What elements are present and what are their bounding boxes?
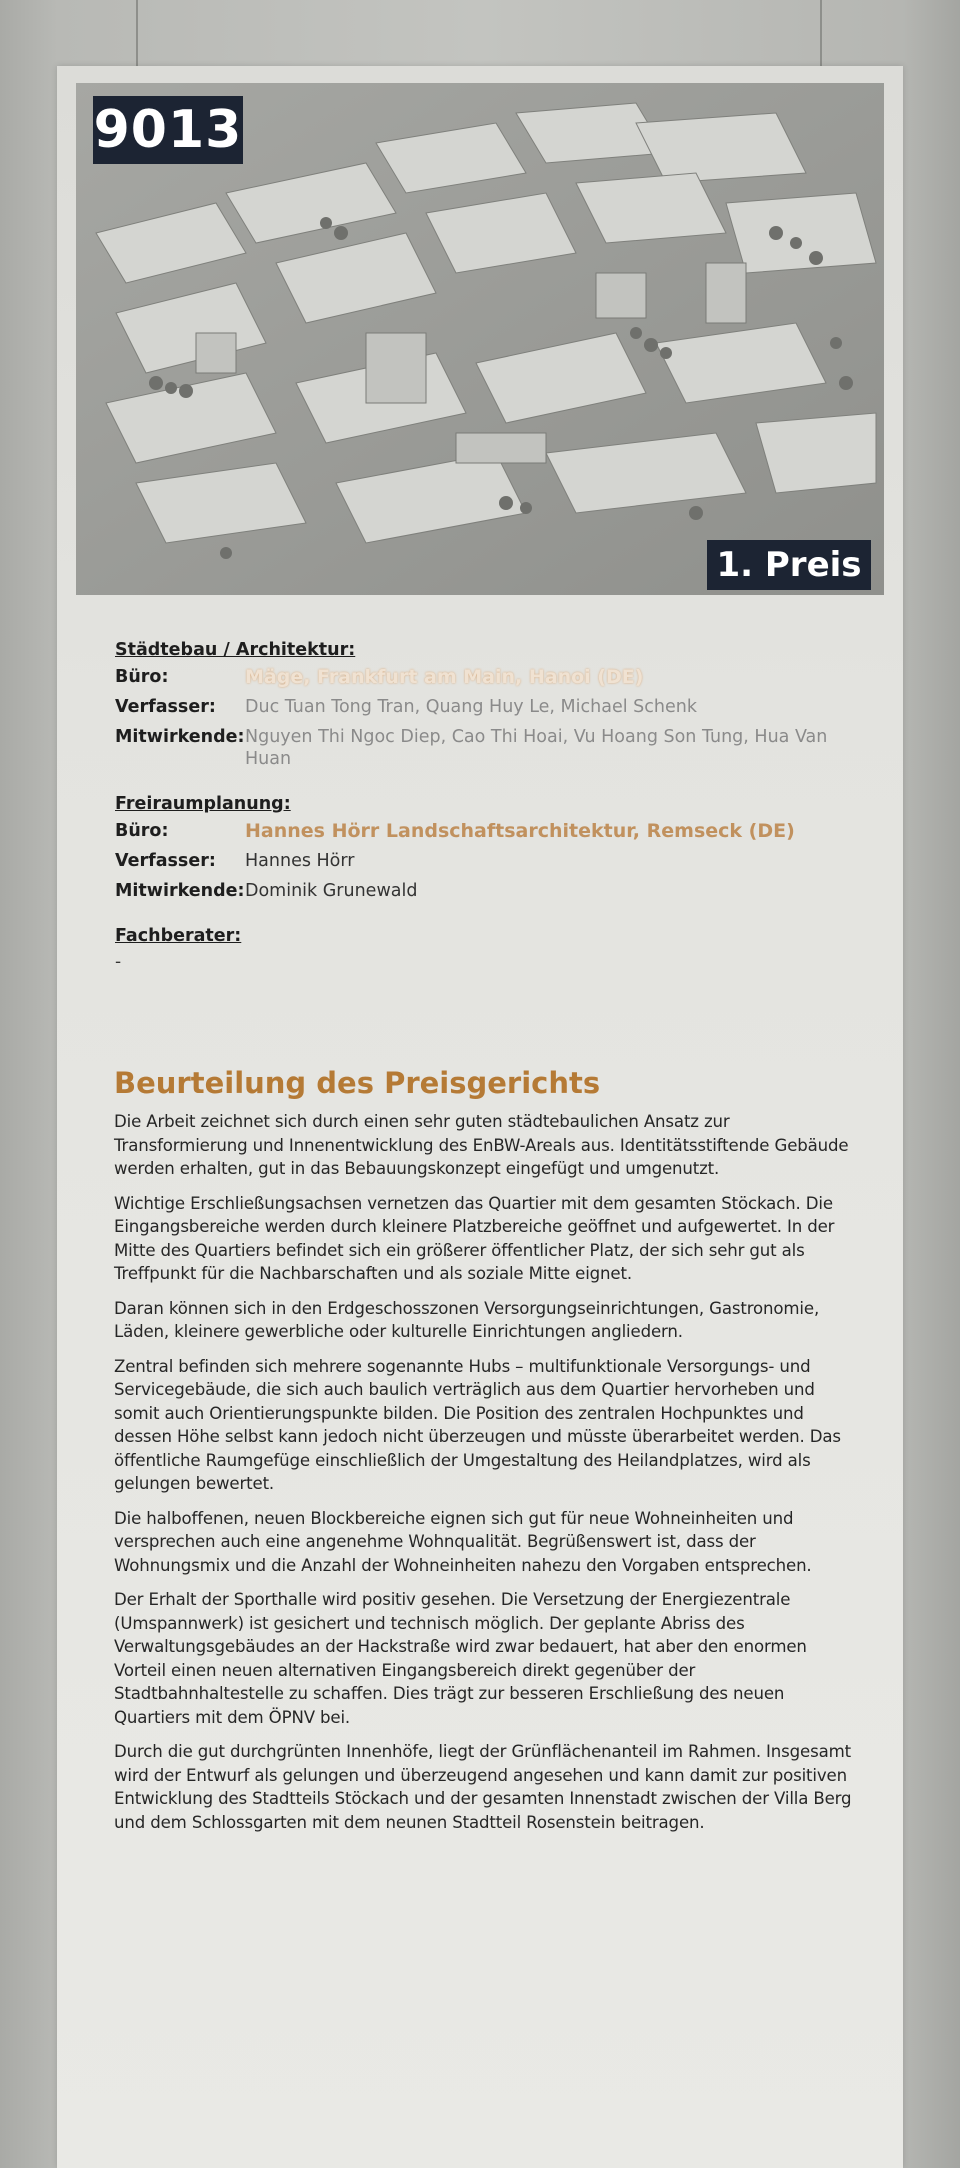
wall-seam-left [136, 0, 138, 70]
staedtebau-block [115, 640, 855, 770]
fachberater-title: Fachberater: [115, 926, 242, 946]
project-number-badge: 9013 [93, 96, 243, 164]
credit-label: Mitwirkende: [115, 727, 245, 747]
freiraum-block [115, 794, 855, 902]
credits-section [115, 640, 855, 996]
review-heading: Beurteilung des Preisgerichts [114, 1066, 601, 1100]
credit-label: Mitwirkende: [115, 881, 245, 901]
credit-value: Hannes Hörr [245, 851, 355, 871]
fachberater-value: - [115, 952, 122, 972]
prize-badge: 1. Preis [707, 540, 871, 590]
credit-label: Büro: [115, 667, 169, 687]
credit-label: Büro: [115, 821, 169, 841]
review-paragraph: Der Erhalt der Sporthalle wird positiv gesehen. Die Versetzung der Energiezentrale (Umspannwerk) ist gesichert und technisch möglich. Der geplante Abriss des Verwaltungsgebäudes an der Hackstraße wird zwar bedauert, hat aber den enormen Vorteil einen neuen alternativen Eingangsbereich direkt gegenüber der Stadtbahnhaltestelle zu schaffen. Dies trägt zur besseren Erschließung des neuen Quartiers mit dem ÖPNV bei. [114, 1590, 807, 1727]
fachberater-block [115, 926, 855, 972]
credit-row [115, 726, 855, 770]
credit-value: Duc Tuan Tong Tran, Quang Huy Le, Michael Schenk [245, 697, 697, 717]
review-paragraph: Die halboffenen, neuen Blockbereiche eignen sich gut für neue Wohneinheiten und versprechen auch eine angenehme Wohnqualität. Begrüßenswert ist, dass der Wohnungsmix und die Anzahl der Wohneinheiten nahezu den Vorgaben entsprechen. [114, 1508, 812, 1575]
review-paragraph: Die Arbeit zeichnet sich durch einen sehr guten städtebaulichen Ansatz zur Transformierung und Innenentwicklung des EnBW-Areals aus. Identitätsstiftende Gebäude werden erhalten, gut in das Bebauungskonzept eingefügt und umgenutzt. [114, 1112, 849, 1178]
credit-value: Nguyen Thi Ngoc Diep, Cao Thi Hoai, Vu Hoang Son Tung, Hua Van Huan [245, 727, 828, 769]
staedtebau-title: Städtebau / Architektur: [115, 640, 356, 660]
credit-row [115, 666, 855, 688]
jury-review [114, 1066, 854, 1845]
freiraum-title: Freiraumplanung: [115, 794, 291, 814]
review-paragraph: Zentral befinden sich mehrere sogenannte Hubs – multifunktionale Versorgungs- und Servicegebäude, die sich auch baulich verträglich aus dem Quartier hervorheben und somit auch Orientierungspunkte bilden. Die Position des zentralen Hochpunktes und dessen Höhe selbst kann jedoch nicht überzeugen und müsste überarbeitet werden. Das öffentliche Raumgefüge einschließlich der Umgestaltung des Heilandplatzes, wird als gelungen bewertet. [114, 1356, 841, 1493]
credit-row [115, 820, 855, 842]
credit-value: Mäge, Frankfurt am Main, Hanoi (DE) [245, 666, 644, 688]
credit-row [115, 880, 855, 902]
review-paragraph: Durch die gut durchgrünten Innenhöfe, liegt der Grünflächenanteil im Rahmen. Insgesamt wird der Entwurf als gelungen und überzeugend angesehen und kann damit zur positiven Entwicklung des Stadtteils Stöckach und der gesamten Innenstadt zwischen der Villa Berg und dem Schlossgarten mit dem neunen Stadtteil Rosenstein beitragen. [114, 1742, 852, 1832]
review-paragraph: Wichtige Erschließungsachsen vernetzen das Quartier mit dem gesamten Stöckach. Die Eingangsbereiche werden durch kleinere Platzbereiche geöffnet und aufgewertet. In der Mitte des Quartiers befindet sich ein größerer öffentlicher Platz, der sich sehr gut als Treffpunkt für die Nachbarschaften und als soziale Mitte eignet. [114, 1193, 835, 1283]
credit-value: Hannes Hörr Landschaftsarchitektur, Remseck (DE) [245, 820, 795, 842]
credit-label: Verfasser: [115, 697, 216, 717]
wall-seam-right [820, 0, 822, 70]
credit-row [115, 850, 855, 872]
credit-value: Dominik Grunewald [245, 881, 418, 901]
review-paragraph: Daran können sich in den Erdgeschosszonen Versorgungseinrichtungen, Gastronomie, Läden, kleinere gewerbliche oder kulturelle Einrichtungen angliedern. [114, 1298, 820, 1341]
credit-label: Verfasser: [115, 851, 216, 871]
credit-row [115, 696, 855, 718]
